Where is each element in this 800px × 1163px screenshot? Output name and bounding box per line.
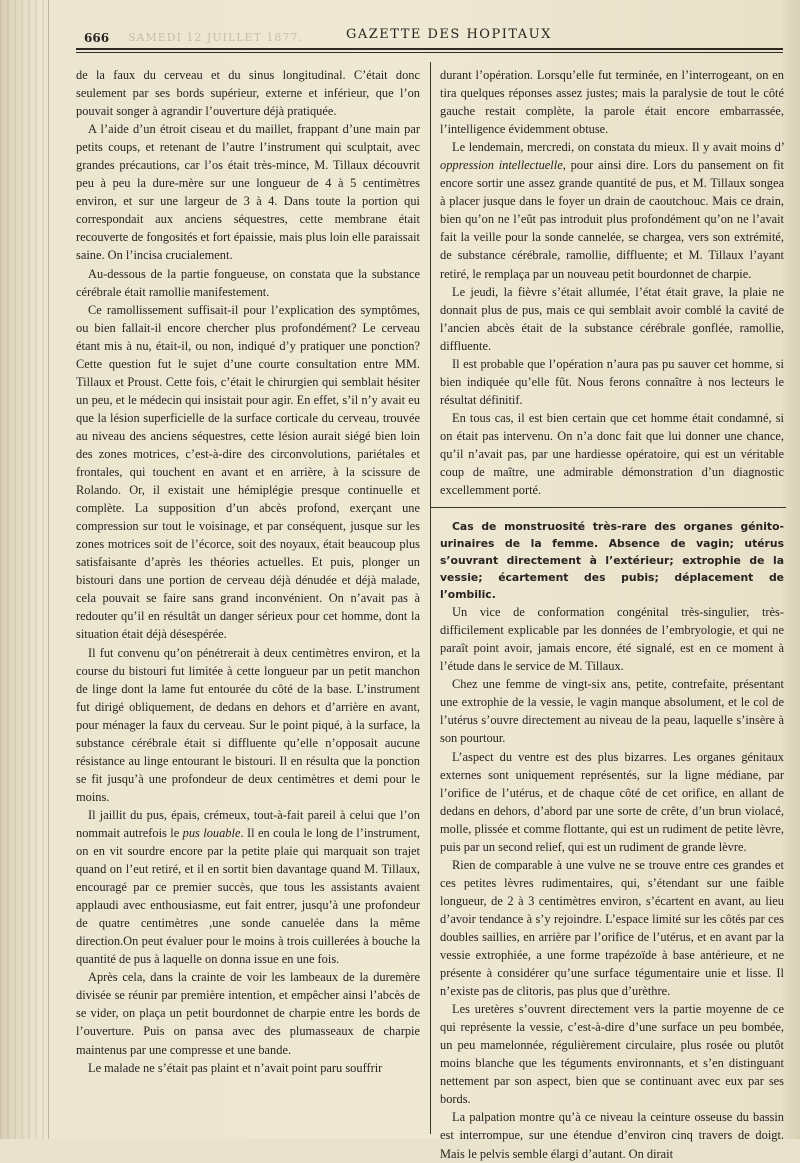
paragraph-text: L’aspect du ventre est des plus bizarres. Les organes génitaux externes sont uniquement représentés, sur la ligne médiane, par l’orifice de l’utérus, et de chaque côté de cet orifice, en allant de dedans en dehors, d’abord par une sorte de crête, d’un brun violacé, molle, plissée et comme flottante, qui est un rudiment de petite lèvre, puis par un second relief, qui est un rudiment de grande lèvre. — [440, 749, 784, 854]
paragraph — [440, 283, 784, 355]
bleed-through-text: SAMEDI 12 JUILLET 1877. — [128, 31, 303, 44]
paragraph — [440, 66, 784, 138]
italic-phrase: oppression intellectuelle — [440, 158, 563, 173]
column-divider — [430, 62, 431, 1134]
section-heading: Cas de monstruosité très-rare des organes génito-urinaires de la femme. Absence de vagin; utérus s’ouvrant directement à l’extérieur; extrophie de la vessie; écartement des pubis; déplacement de l’ombilic. — [440, 520, 784, 602]
paragraph — [76, 66, 420, 120]
page-header — [84, 26, 784, 48]
paragraph — [440, 1000, 784, 1108]
paragraph-text: Chez une femme de vingt-six ans, petite, contrefaite, présentant une extrophie de la vessie, le vagin manque absolument, et le col de l’utérus s’ouvre directement au niveau de la peau, laquelle s’insère à son pourtour. — [440, 677, 784, 746]
paragraph — [440, 748, 784, 856]
journal-title: GAZETTE DES HOPITAUX — [346, 27, 552, 42]
paragraph — [440, 603, 784, 675]
paragraph — [76, 968, 420, 1058]
paragraph — [76, 644, 420, 806]
right-column-bottom-text — [440, 603, 784, 1162]
paragraph-text: La palpation montre qu’à ce niveau la ceinture osseuse du bassin est interrompue, sur une étendue d’environ cinq travers de doigt. Mais le pelvis semble élargi d’autant. On dirait — [440, 1110, 784, 1161]
paragraph-text: Au-dessous de la partie fongueuse, on constata que la substance cérébrale était ramollie manifestement. — [76, 266, 420, 299]
paragraph — [440, 675, 784, 747]
paragraph-text: Rien de comparable à une vulve ne se trouve entre ces grandes et ces petites lèvres rudimentaires, qui, s’étendant sur une faible longueur, de 2 à 3 centimètres environ, s’écartent en avant, au lieu d’avoir tendance à s’y rejoindre. L’espace limité sur les côtés par ces doubles saillies, en arrière par l’orifice de l’utérus, et en avant par la vessie extrophiée, a une forme trapézoïde à base antérieure, et ne présente à considérer qu’une surface tégumentaire unie et lisse. Il n’existe pas de clitoris, pas plus que d’urèthre. — [440, 857, 784, 999]
paragraph-text: Ce ramollissement suffisait-il pour l’explication des symptômes, ou bien fallait-il encore chercher plus profondément? Le cerveau étant mis à nu, était-il, ou non, indiqué d’y pratiquer une ponction? Cette question fut le sujet d’une courte consultation entre MM. Tillaux et Proust. Cette fois, c’était le chirurgien qui semblait hésiter un peu, et le médecin qui insistait pour agir. En effet, s’il n’y avait eu que la lésion superficielle de la surface corticale du cerveau, trouvée au niveau des anciens séquestres, cette lésion aurait siégé bien loin des zones motrices, c’est-à-dire des circonvolutions, pariétales et frontales, qui touchent en avant et en arrière, à la scissure de Rolando. Or, il existait une hémiplégie presque continuelle et complète. La supposition d’un abcès profond, exerçant une compression sur tout le voisinage, et par conséquent, jusque sur les zones motrices soit de l’écorce, soit des noyaux, était beaucoup plus satisfaisante d’après les théories actuelles. Et puis, plonger un bistouri dans une portion de cerveau déjà dénudée et déjà malade, cela pouvait se faire sans grand inconvénient. On n’avait pas à redouter qu’il en résultât un danger sérieux pour cet homme, dont la situation était déjà désespérée. — [76, 302, 420, 642]
paragraph — [76, 301, 420, 644]
left-column — [76, 66, 420, 1126]
italic-phrase: pus louable — [182, 825, 241, 840]
page-number: 666 — [84, 31, 110, 45]
right-column-top-text — [440, 66, 784, 499]
paragraph-text: A l’aide d’un étroit ciseau et du maillet, frappant d’une main par petits coups, et retenant de l’autre l’instrument qui sculptait, avec grandes précautions, car l’os était très-mince, M. Tillaux découvrit peu à peu la dure-mère sur une longueur de 4 à 5 centimètres environ, et sur une largeur de 3 à 4. Dans toute la portion qui correspondait aux anciens séquestres, cette membrane était recouverte de fongosités et fort épaissie, mais plus loin elle paraissait saine. On l’incisa crucialement. — [76, 122, 420, 263]
paragraph-text: de la faux du cerveau et du sinus longitudinal. C’était donc seulement par ses bords supérieur, externe et inférieur, que l’on pouvait songer à agrandir l’ouverture déjà pratiquée. — [76, 68, 420, 119]
paragraph — [440, 138, 784, 282]
paragraph-text: En tous cas, il est bien certain que cet homme était condamné, si on était pas intervenu. On n’a donc fait que lui donner une chance, qu’il n’avait pas, par une hardiesse opératoire, qui est un véritable coup de maître, une admirable démonstration d’un diagnostic excellemment porté. — [440, 410, 784, 498]
paragraph-text: Après cela, dans la crainte de voir les lambeaux de la duremère divisée se réunir par première intention, et empêcher ainsi l’abcès de se vider, on plaça un petit bourdonnet de charpie entre les bords de l’ouverture. Puis on pansa avec des plumasseaux de charpie maintenus par une compresse et une bande. — [76, 970, 420, 1057]
right-column — [440, 66, 784, 1161]
paragraph-text: Il est probable que l’opération n’aura pas pu sauver cet homme, si bien indiquée qu’elle fût. Nous ferons connaître à nos lecteurs le résultat définitif. — [440, 356, 784, 407]
header-rule — [76, 48, 783, 53]
paragraph — [76, 265, 420, 301]
page-binding-edge — [0, 0, 49, 1139]
paragraph-text: Il jaillit du pus, épais, crémeux, tout-à-fait pareil à celui que l’on nommait autrefois le — [76, 807, 420, 840]
paragraph-text-continued: , pour ainsi dire. Lors du pansement on fit encore sortir une assez grande quantité de pus, et M. Tillaux songea à placer jusque dans le foyer un drain de caoutchouc. Mais ce drain, bien qu’on ne l’eût pas introduit plus profondément qu’on ne l’avait fait la veille pour la sonde cannelée, se chargea, vers son extrémité, de substance cérébrale, ramollie, diffluente; et M. Tillaux l’ayant retiré, le remplaça par un nouveau petit bourdonnet de charpie. — [440, 158, 784, 281]
paragraph-text: Le malade ne s’était pas plaint et n’avait point paru souffrir — [88, 1060, 383, 1075]
paragraph-text: Le lendemain, mercredi, on constata du mieux. Il y avait moins d’ — [452, 140, 784, 155]
paragraph-text: Les uretères s’ouvrent directement vers la partie moyenne de ce qui représente la vessie, c’est-à-dire d’une surface un peu bombée, un peu mamelonnée, régulièrement circulaire, plus rosée ou plutôt moins blanche que les téguments environnants, et s’en distinguant nettement par son aspect, bien que se continuant avec eux par ses bords. — [440, 1002, 784, 1107]
paragraph-text-continued: . Il en coula le long de l’instrument, on en vit sourdre encore par la petite plaie qui marquait son trajet quand on l’eut retiré, et il en sortit bien davantage quand M. Tillaux, encouragé par ce premier succès, que tous les assistants avaient applaudi avec enthousiasme, eut fait entrer, jusqu’à une profondeur de quatre centimètres ,une sonde canuelée dans la même direction.On peut évaluer pour le moins à trois cuillerées à bouche la quantité de pus à laquelle on donna issue en une fois. — [76, 825, 420, 967]
paragraph — [440, 355, 784, 409]
paragraph-text: Il fut convenu qu’on pénétrerait à deux centimètres environ, et la course du bistouri fut limitée à cette longueur par un petit manchon de linge dont la lame fut entourée du côté de la base. L’instrument fut dirigé obliquement, de dedans en dehors et d’arrière en avant, pour ménager la faux du cerveau. Sur le point piqué, à la surface, la substance cérébrale était si diffluente qu’elle n’opposait aucune résistance au linge entourant le bistouri. Il en résulta que la ponction se fit jusqu’à une profondeur de deux centimètres et demi pour le moins. — [76, 645, 420, 804]
section-separator — [430, 507, 786, 508]
paragraph — [440, 1108, 784, 1162]
paragraph-text: Un vice de conformation congénital très-singulier, très-difficilement explicable par les données de l’embryologie, et qui ne paraît point avoir, jamais encore, été signalé, est en ce moment à l’étude dans le service de M. Tillaux. — [440, 605, 784, 674]
paragraph — [76, 1059, 420, 1077]
paragraph-text: durant l’opération. Lorsqu’elle fut terminée, en l’interrogeant, on en tira quelques réponses assez justes; mais la paralysie de tout le côté gauche restait complète, la parole était encore embarrassée, l’intelligence évidemment obtuse. — [440, 68, 784, 137]
paragraph — [440, 856, 784, 1000]
paragraph — [440, 409, 784, 499]
paragraph-text: Le jeudi, la fièvre s’était allumée, l’état était grave, la plaie ne donnait plus de pus, mais ce qui semblait avoir comblé la cavité de l’ancien abcès était de la substance cérébrale gonflée, ramollie, diffluente. — [440, 284, 784, 353]
paragraph — [76, 806, 420, 968]
paragraph — [76, 120, 420, 264]
